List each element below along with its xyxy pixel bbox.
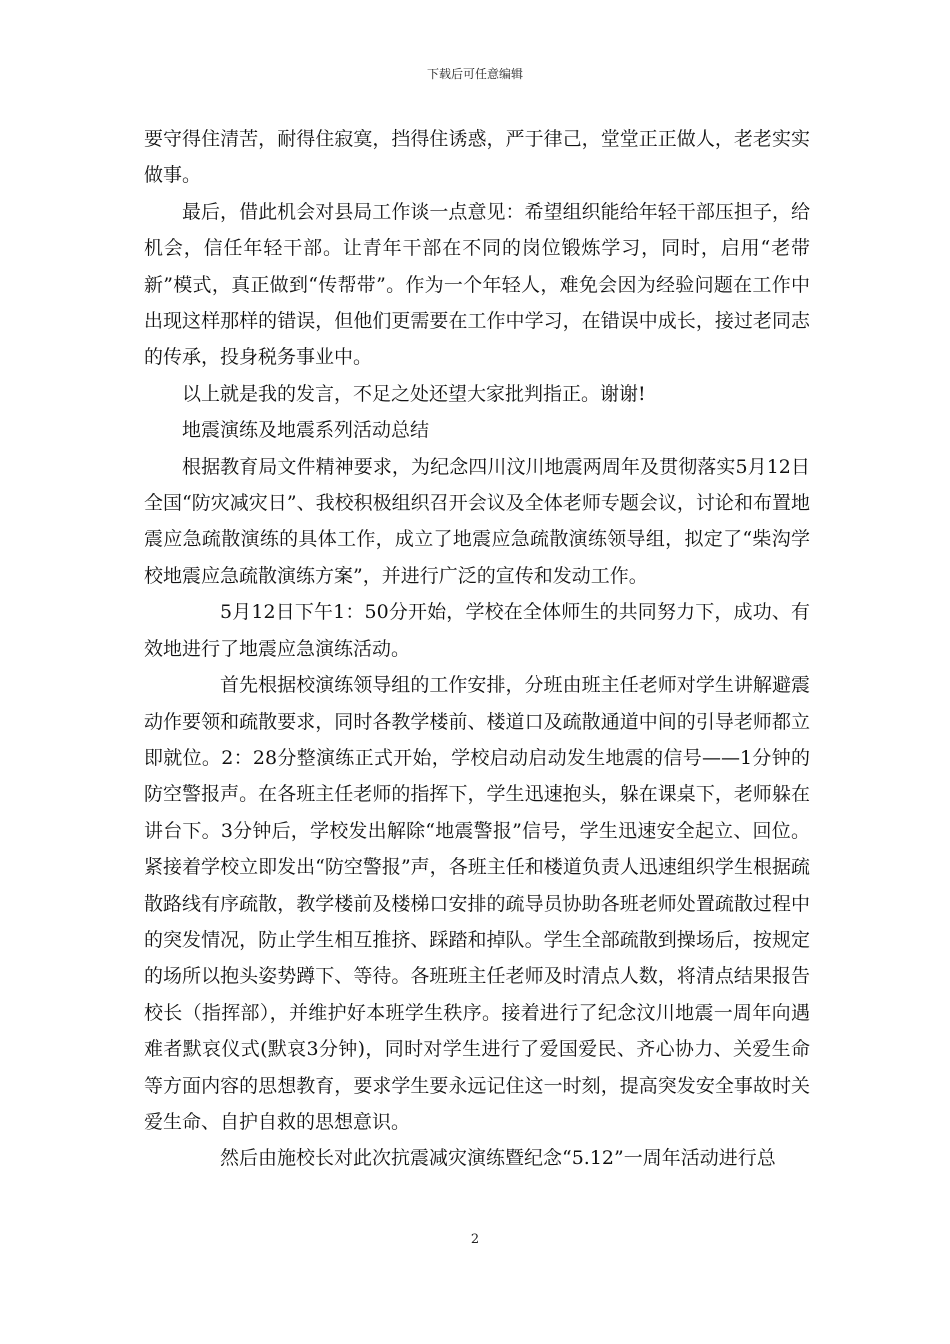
page-header: 下载后可任意编辑 [426, 67, 523, 81]
paragraph-summary: 然后由施校长对此次抗震减灾演练暨纪念“5.12”一周年活动进行总 [220, 1147, 776, 1170]
paragraph-procedure: 首先根据校演练领导组的工作安排，分班由班主任老师对学生讲解避震动作要领和疏散要求，同时各教学楼前、楼道口及疏散通道中间的引导老师都立即就位。2：28分整演练正式开始，学校启动启动发生地震的信号——1分钟的防空警报声。在各班主任老师的指挥下，学生迅速抱头，躲在课桌下，老师躲在讲台下。3分钟后，学校发出解除“地震警报”信号，学生迅速安全起立、回位。紧接着学校立即发出“防空警报”声，各班主任和楼道负责人迅速组织学生根据疏散路线有序疏散，教学楼前及楼梯口安排的疏导员协助各班老师处置疏散过程中的突发情况，防止学生相互推挤、踩踏和掉队。学生全部疏散到操场后，按规定的场所以抱头姿势蹲下、等待。各班班主任老师及时清点人数，将清点结果报告校长（指挥部），并维护好本班学生秩序。接着进行了纪念汶川地震一周年向遇难者默哀仪式(默哀3分钟)，同时对学生进行了爱国爱民、齐心协力、关爱生命等方面内容的思想教育，要求学生要永远记住这一时刻，提高突发安全事故时关爱生命、自护自救的思想意识。 [144, 674, 810, 1133]
paragraph-closing: 以上就是我的发言，不足之处还望大家批判指正。谢谢! [182, 382, 646, 405]
paragraph-opinion: 最后，借此机会对县局工作谈一点意见：希望组织能给年轻干部压担子，给机会，信任年轻干部。让青年干部在不同的岗位锻炼学习，同时，启用“老带新”模式，真正做到“传帮带”。作为一个年轻人，难免会因为经验问题在工作中出现这样那样的错误，但他们更需要在工作中学习，在错误中成长，接过老同志的传承，投身税务事业中。 [144, 200, 810, 369]
page-number: 2 [470, 1232, 480, 1247]
paragraph-continuation: 要守得住清苦，耐得住寂寞，挡得住诱惑，严于律己，堂堂正正做人，老老实实做事。 [144, 128, 810, 187]
document-body [144, 121, 810, 1177]
paragraph-background: 根据教育局文件精神要求，为纪念四川汶川地震两周年及贯彻落实5月12日全国“防灾减灾日”、我校积极组织召开会议及全体老师专题会议，讨论和布置地震应急疏散演练的具体工作，成立了地震应急疏散演练领导组，拟定了“柴沟学校地震应急疏散演练方案”，并进行广泛的宣传和发动工作。 [144, 455, 810, 587]
paragraph-start: 5月12日下午1：50分开始，学校在全体师生的共同努力下，成功、有效地进行了地震应急演练活动。 [144, 601, 810, 660]
section-title: 地震演练及地震系列活动总结 [182, 419, 430, 442]
